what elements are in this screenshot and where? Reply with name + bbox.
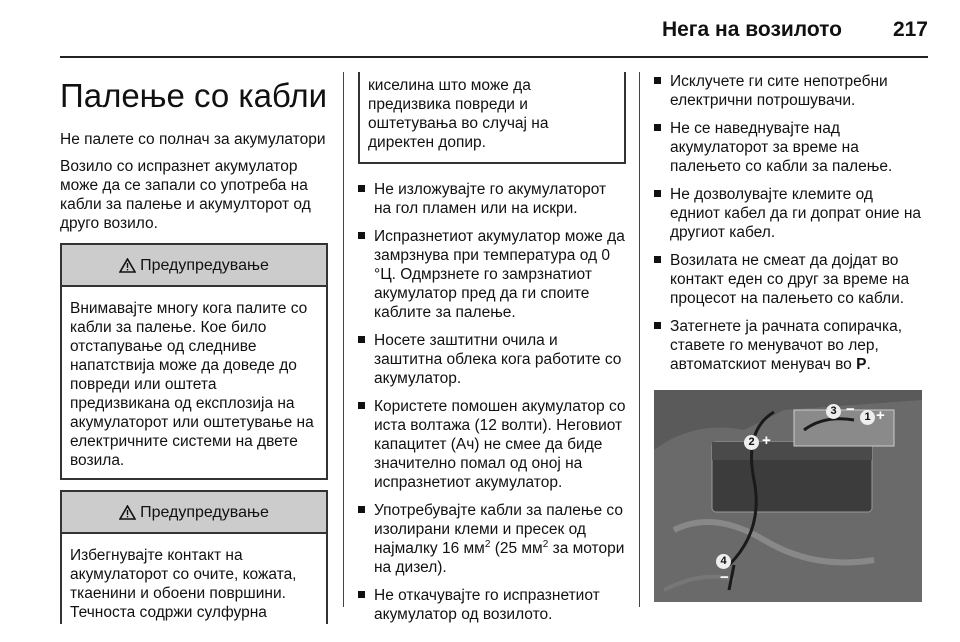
callout-3: 3	[826, 404, 841, 419]
bullet-list	[654, 72, 926, 374]
warning-title: Предупредување	[140, 256, 269, 274]
list-item: Испразнетиот акумулатор може да замрзнува при температура од 0 °Ц. Одмрзнете го замрзнатиот акумулатор пред да ги споите каблите за палење.	[358, 227, 626, 322]
body-paragraph: Возило со испразнет акумулатор може да се запали со употреба на кабли за палење и акумулторот од друго возило.	[60, 158, 311, 232]
item-text: за мотори на дизел).	[374, 540, 625, 576]
item-text: Употребувајте кабли за палење со изолирани клеми и пресек од најмалку 16 мм	[374, 502, 623, 557]
superscript: 2	[542, 538, 549, 550]
battery-jump-start-illustration	[654, 390, 922, 602]
header-rule	[60, 56, 928, 58]
list-item: Не дозволувајте клемите од едниот кабел да ги допрат оние на другиот кабел.	[654, 185, 926, 242]
list-item: Исклучете ги сите непотребни електрични потрошувачи.	[654, 72, 926, 110]
column-divider	[639, 72, 640, 607]
warning-continuation: киселина што може да предизвика повреди и оштетувања во случај на директен допир.	[358, 72, 626, 164]
warning-text: Избегнувајте контакт на акумулаторот со очите, кожата, ткаенини и обоени површини. Течноста содржи сулфурна	[70, 547, 297, 621]
header-title: Нега на возилото	[661, 18, 842, 41]
warning-triangle-icon	[119, 258, 136, 273]
list-item	[358, 501, 626, 577]
callout-1: 1	[860, 410, 875, 425]
column-divider	[343, 72, 344, 607]
list-item: Не се наведнувајте над акумулаторот за време на палењето со кабли за палење.	[654, 119, 926, 176]
list-item: Носете заштитни очила и заштитна облека кога работите со акумулатор.	[358, 331, 626, 388]
column-2	[358, 72, 626, 633]
page-number: 217	[892, 18, 928, 41]
warning-box	[60, 490, 328, 624]
warning-text: Внимавајте многу кога палите со кабли за палење. Кое било отстапување од следниве напатствија може да доведе до повреди или оштета предизвикана од експлозија на акумулаторот или оштетување на електричните системи на двете возила.	[70, 300, 314, 469]
column-1	[60, 72, 328, 624]
section-heading: Палење со кабли	[60, 77, 328, 114]
plus-sign: +	[876, 407, 885, 424]
superscript: 2	[484, 538, 491, 550]
page-header	[0, 0, 960, 62]
list-item: Користете помошен акумулатор со иста волтажа (12 волти). Неговиот капацитет (Ач) не смее да биде значително помал од оној на испразнетиот акумулатор.	[358, 397, 626, 492]
plus-sign: +	[762, 432, 771, 449]
list-item: Не откачувајте го испразнетиот акумулатор од возилото.	[358, 586, 626, 624]
warning-header	[62, 245, 326, 287]
item-text: .	[866, 356, 871, 373]
callout-4: 4	[716, 554, 731, 569]
minus-sign: −	[720, 569, 729, 586]
gear-p-label: P	[856, 356, 867, 373]
list-item	[654, 317, 926, 374]
warning-header	[62, 492, 326, 534]
item-text: (25 мм	[490, 540, 543, 557]
warning-title: Предупредување	[140, 503, 269, 521]
list-item: Возилата не смеат да дојдат во контакт еден со друг за време на процесот на палењето со кабли.	[654, 251, 926, 308]
intro-paragraph: Не палете со полнач за акумулатори	[60, 131, 326, 148]
callout-2: 2	[744, 435, 759, 450]
minus-sign: −	[846, 401, 855, 418]
item-text: Затегнете ја рачната сопирачка, ставете го менувачот во лер, автоматскиот менувач во	[670, 318, 903, 373]
column-3	[654, 72, 926, 602]
warning-box	[60, 243, 328, 480]
warning-triangle-icon	[119, 505, 136, 520]
list-item: Не изложувајте го акумулаторот на гол пламен или на искри.	[358, 180, 626, 218]
bullet-list	[358, 180, 626, 624]
